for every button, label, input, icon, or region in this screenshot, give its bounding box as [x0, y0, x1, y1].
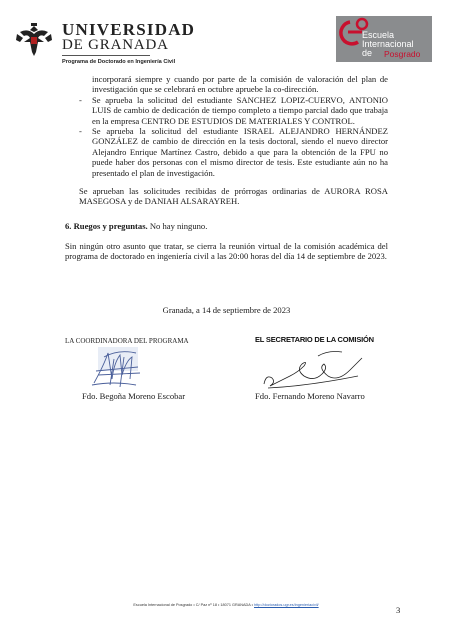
school-logo-text: Escuela — [362, 30, 395, 40]
school-logo-text: de — [362, 48, 373, 58]
program-name: Programa de Doctorado en Ingeniería Civil — [62, 59, 176, 65]
coordinator-title: LA COORDINADORA DEL PROGRAMA — [65, 337, 189, 345]
school-logo-text: Internacional — [362, 39, 414, 49]
university-coat-of-arms-logo — [14, 22, 54, 58]
school-logo-text: Posgrado — [384, 49, 421, 59]
date-line: Granada, a 14 de septiembre de 2023 — [162, 305, 291, 315]
list-item-text: Se aprueba la solicitud del estudiante ISRAEL ALEJANDRO HERNÁNDEZ GONZÁLEZ de cambio de dirección en la tesis doctoral, siendo el nuevo director Alejandro Enrique Martínez Castro, debido a que para la obtención de la FPU no puede haber dos personas con el mismo director de tesis. Este estudiante aún no ha presentado el plan de investigación. — [92, 126, 388, 178]
list-item — [79, 94, 388, 126]
secretary-signature-image — [258, 346, 370, 392]
footer-link[interactable]: http://doctorados.ugr.es/ingenieriacivil/ — [254, 603, 319, 607]
page-number: 3 — [396, 605, 401, 615]
page-footer — [64, 603, 388, 607]
section-heading: 6. Ruegos y preguntas. — [65, 221, 148, 231]
coordinator-name: Fdo. Begoña Moreno Escobar — [82, 391, 186, 401]
university-name-line1: UNIVERSIDAD — [62, 20, 196, 39]
list-item — [79, 126, 388, 178]
questions-paragraph — [65, 221, 388, 231]
header-divider — [62, 55, 150, 56]
list-marker: - — [79, 126, 82, 137]
resolutions-list — [79, 74, 388, 178]
section-text: No hay ninguno. — [147, 221, 208, 231]
list-item-text: Se aprueba la solicitud del estudiante SANCHEZ LOPIZ-CUERVO, ANTONIO LUIS de cambio de dedicación de tiempo completo a tiempo parcial dado que trabaja en la empresa CENTRO DE ESTUDIOS DE MATERIALES Y CONTROL. — [92, 94, 388, 126]
secretary-title: EL SECRETARIO DE LA COMISIÓN — [255, 335, 374, 344]
footer-address: Escuela Internacional de Posgrado • C/ Paz nº 18 • 18071 GRANADA • — [133, 603, 255, 607]
closing-paragraph: Sin ningún otro asunto que tratar, se cierra la reunión virtual de la comisión académica del programa de doctorado en ingeniería civil a las 20:00 horas del día 14 de septiembre de 2023. — [65, 241, 388, 262]
secretary-name: Fdo. Fernando Moreno Navarro — [255, 391, 365, 401]
university-name-line2: DE GRANADA — [62, 37, 169, 53]
extensions-paragraph: Se aprueban las solicitudes recibidas de prórrogas ordinarias de AURORA ROSA MASEGOSA y de DANIAH ALSARAYREH. — [79, 186, 388, 207]
list-item — [92, 74, 388, 95]
coordinator-signature-image — [84, 345, 154, 393]
list-marker: - — [79, 94, 82, 105]
list-item-text: incorporará siempre y cuando por parte de la comisión de valoración del plan de investigación que se celebrará en octubre apruebe la co-dirección. — [92, 74, 388, 95]
